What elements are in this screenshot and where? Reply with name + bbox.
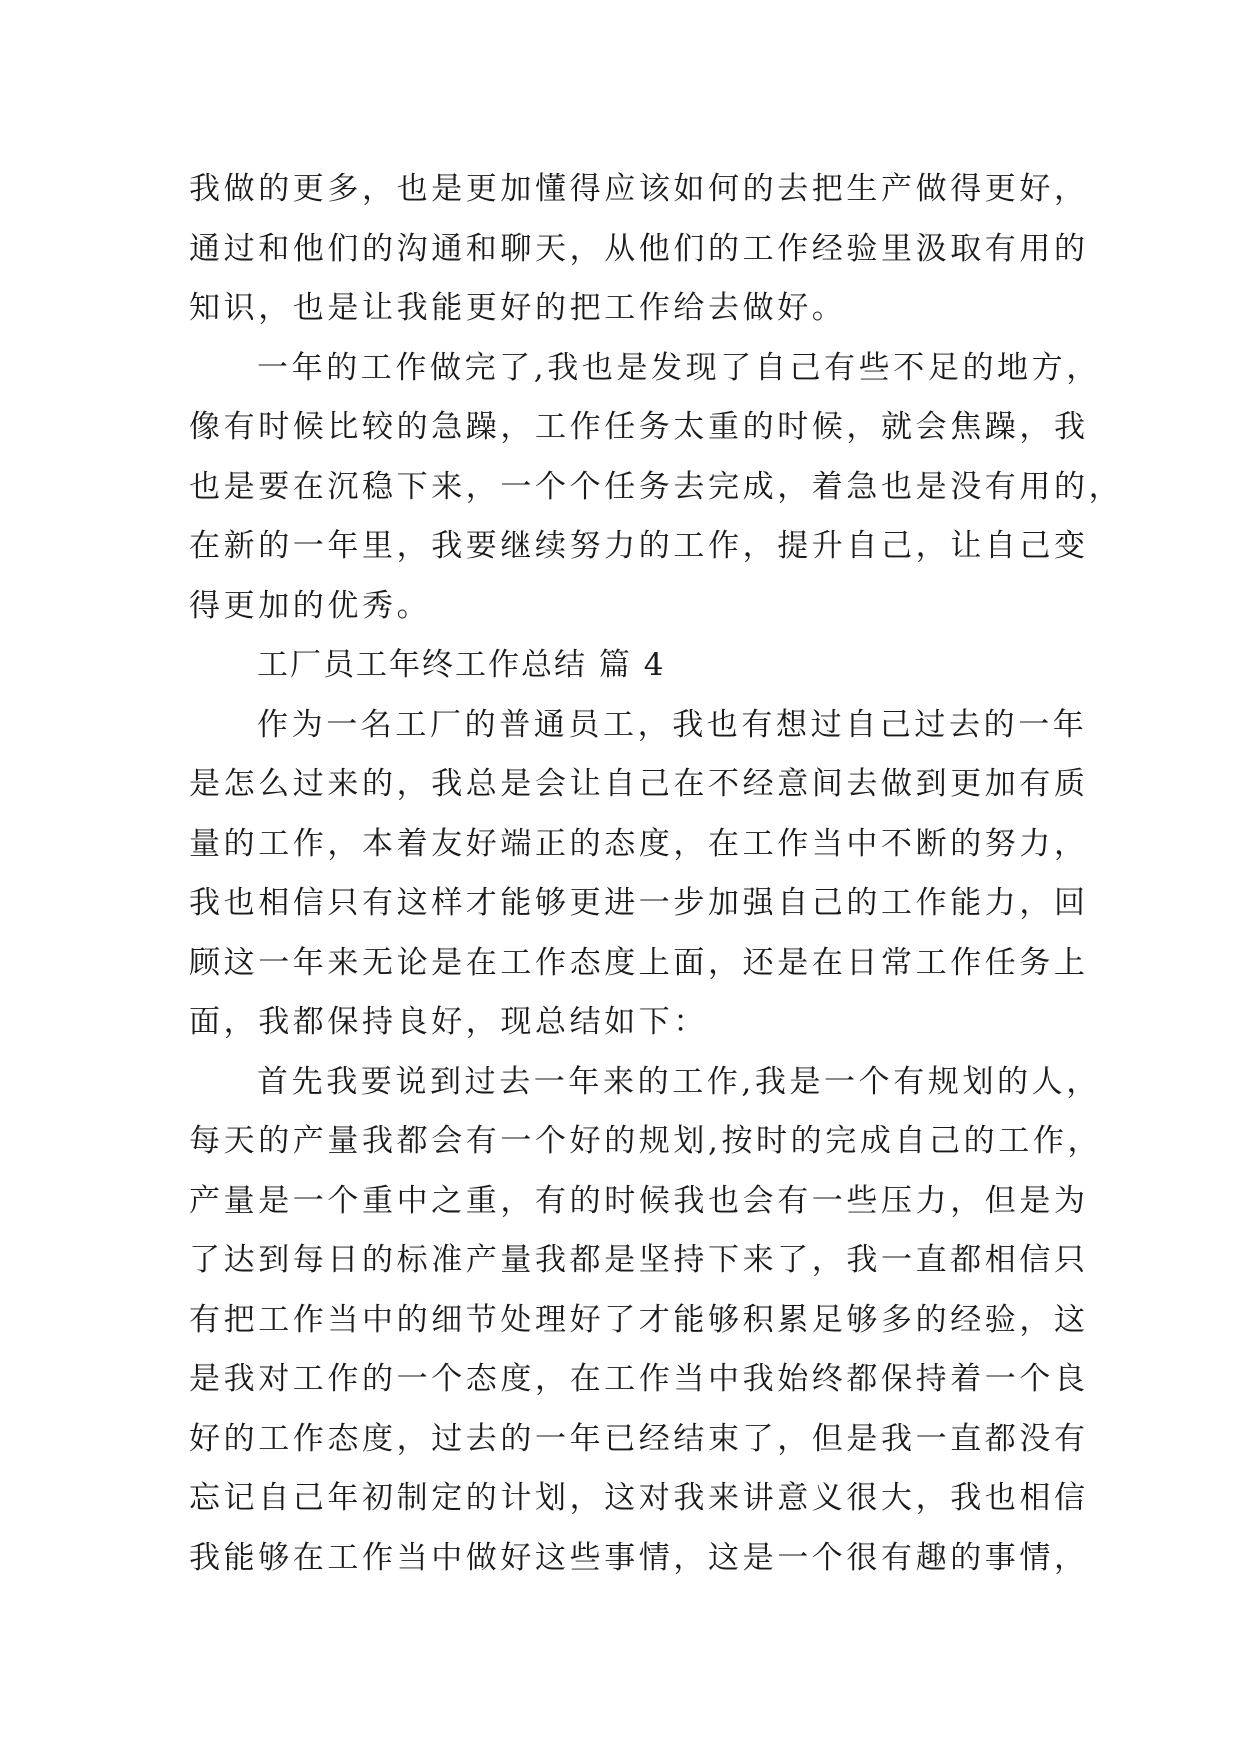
text-line: 量的工作，本着友好端正的态度，在工作当中不断的努力， — [189, 825, 1089, 862]
text-line: 面，我都保持良好，现总结如下： — [189, 1004, 708, 1040]
text-line: 有把工作当中的细节处理好了才能够积累足够多的经验，这 — [189, 1301, 1089, 1338]
text-line: 每天的产量我都会有一个好的规划,按时的完成自己的工作， — [189, 1123, 1103, 1159]
text-line: 得更加的优秀。 — [189, 587, 432, 624]
text-line: 我做的更多，也是更加懂得应该如何的去把生产做得更好， — [189, 171, 1089, 207]
text-line: 像有时候比较的急躁，工作任务太重的时候，就会焦躁，我 — [189, 409, 1089, 445]
text-line: 是我对工作的一个态度，在工作当中我始终都保持着一个良 — [189, 1361, 1089, 1397]
text-line: 是怎么过来的，我总是会让自己在不经意间去做到更加有质 — [189, 766, 1089, 802]
text-line: 作为一名工厂的普通员工，我也有想过自己过去的一年 — [257, 706, 1088, 743]
section-heading: 工厂员工年终工作总结 篇 4 — [257, 647, 666, 683]
text-line: 忘记自己年初制定的计划，这对我来讲意义很大，我也相信 — [189, 1480, 1089, 1516]
text-line: 我也相信只有这样才能够更进一步加强自己的工作能力，回 — [189, 885, 1089, 921]
text-line: 顾这一年来无论是在工作态度上面，还是在日常工作任务上 — [189, 944, 1089, 981]
text-line: 在新的一年里，我要继续努力的工作，提升自己，让自己变 — [189, 528, 1089, 564]
text-line: 了达到每日的标准产量我都是坚持下来了，我一直都相信只 — [189, 1242, 1089, 1278]
text-line: 通过和他们的沟通和聊天，从他们的工作经验里汲取有用的 — [189, 230, 1089, 267]
text-line: 知识，也是让我能更好的把工作给去做好。 — [189, 290, 847, 326]
text-line: 我能够在工作当中做好这些事情，这是一个很有趣的事情， — [189, 1539, 1089, 1576]
text-line: 产量是一个重中之重，有的时候我也会有一些压力，但是为 — [189, 1182, 1089, 1219]
body-text — [189, 160, 1124, 1588]
text-line: 一年的工作做完了,我也是发现了自己有些不足的地方， — [257, 349, 1101, 386]
text-line: 首先我要说到过去一年来的工作,我是一个有规划的人， — [257, 1063, 1101, 1100]
text-line: 好的工作态度，过去的一年已经结束了，但是我一直都没有 — [189, 1420, 1089, 1457]
text-line: 也是要在沉稳下来，一个个任务去完成，着急也是没有用的， — [189, 468, 1124, 505]
